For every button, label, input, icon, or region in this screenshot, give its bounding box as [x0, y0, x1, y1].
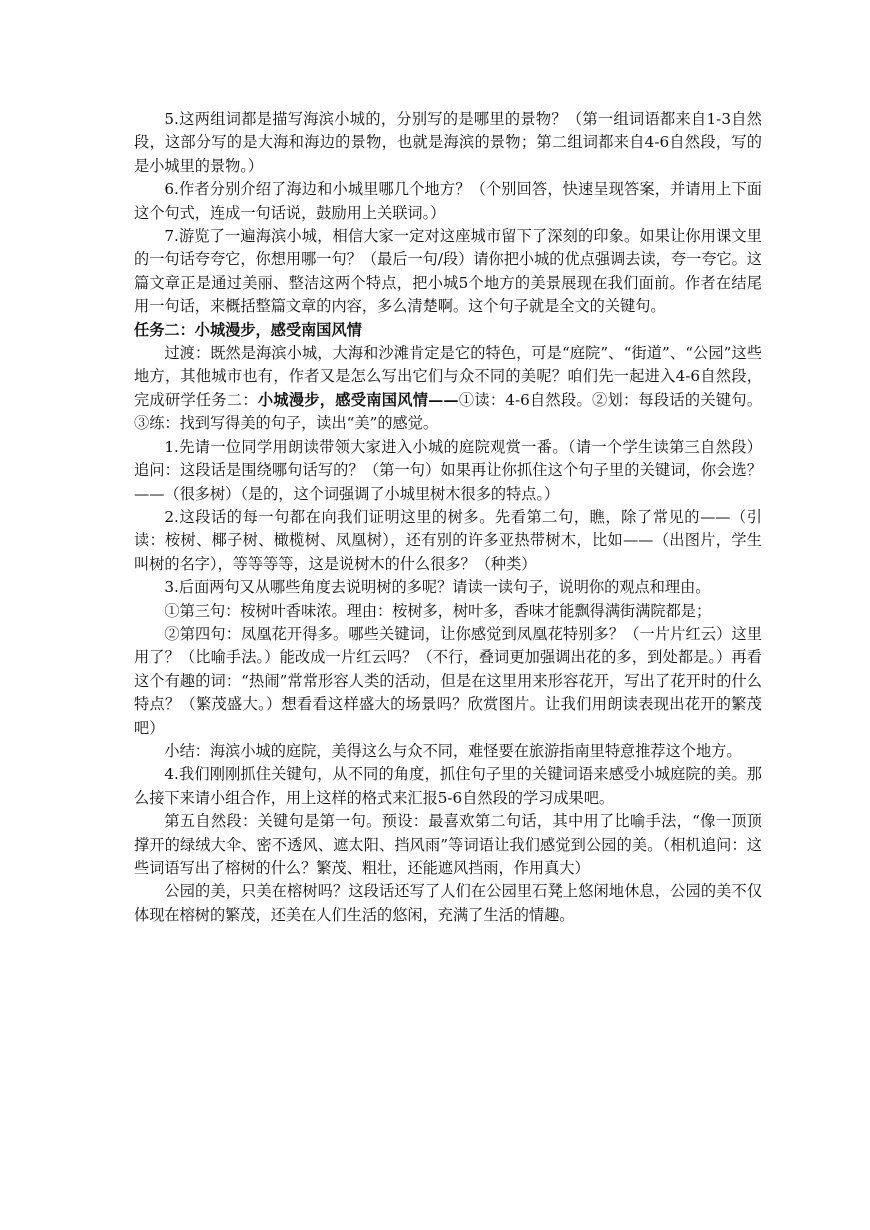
paragraph-summary: 小结：海滨小城的庭院，美得这么与众不同，难怪要在旅游指南里特意推荐这个地方。: [164, 741, 742, 760]
transition-rest: ①读：4-6自然段。②划：每段话的关键句。③练：找到写得美的句子，读出“美”的感觉。: [134, 390, 763, 433]
paragraph-item-2: 2.这段话的每一句都在向我们证明这里的树多。先看第二句，瞧，除了常见的——（引读：桉树、椰子树、橄榄树、凤凰树），还有别的许多亚热带树木，比如——（出图片，学生叫树的名字），等等等等，这是说树木的什么很多？（种类）: [134, 507, 762, 573]
transition-bold: 小城漫步，感受南国风情——: [257, 390, 459, 409]
paragraph-6: 6.作者分别介绍了海边和小城里哪几个地方？（个别回答，快速呈现答案，并请用上下面这个句式，连成一句话说，鼓励用上关联词。）: [134, 180, 762, 222]
document-page: [134, 108, 762, 927]
task-heading: 任务二：小城漫步，感受南国风情: [134, 320, 362, 339]
paragraph-item-4: 4.我们刚刚抓住关键句，从不同的角度，抓住句子里的关键词语来感受小城庭院的美。那么接下来请小组合作，用上这样的格式来汇报5-6自然段的学习成果吧。: [134, 765, 762, 807]
transition-paragraph: [134, 342, 762, 436]
paragraph-sentence-3: ①第三句：桉树叶香味浓。理由：桉树多，树叶多，香味才能飘得满街满院都是；: [164, 601, 712, 620]
paragraph-item-1: 1.先请一位同学用朗读带领大家进入小城的庭院观赏一番。（请一个学生读第三自然段）追问：这段话是围绕哪句话写的？（第一句）如果再让你抓住这个句子里的关键词，你会选？——（很多树）（是的，这个词强调了小城里树木很多的特点。）: [134, 437, 762, 503]
paragraph-5: 5.这两组词都是描写海滨小城的，分别写的是哪里的景物？（第一组词语都来自1-3自然段，这部分写的是大海和海边的景物，也就是海滨的景物；第二组词都来自4-6自然段，写的是小城里的景物。）: [134, 110, 762, 175]
paragraph-park: 公园的美，只美在榕树吗？这段话还写了人们在公园里石凳上悠闲地休息，公园的美不仅体现在榕树的繁茂，还美在人们生活的悠闲，充满了生活的情趣。: [134, 882, 762, 924]
paragraph-sentence-4: ②第四句：凤凰花开得多。哪些关键词，让你感觉到凤凰花特别多？（一片片红云）这里用了？（比喻手法。）能改成一片红云吗？（不行，叠词更加强调出花的多，到处都是。）再看这个有趣的词：“热闹”常常形容人类的活动，但是在这里用来形容花开，写出了花开时的什么特点？（繁茂盛大。）想看看这样盛大的场景吗？欣赏图片。让我们用朗读表现出花开的繁茂吧）: [134, 624, 762, 737]
paragraph-section-5: 第五自然段：关键句是第一句。预设：最喜欢第二句话，其中用了比喻手法，“像一顶顶撑开的绿绒大伞、密不透风、遮太阳、挡风雨”等词语让我们感觉到公园的美。（相机追问：这些词语写出了榕树的什么？繁茂、粗壮，还能遮风挡雨，作用真大）: [134, 812, 762, 877]
transition-text: 过渡：既然是海滨小城，大海和沙滩肯定是它的特色，可是“庭院”、“街道”、“公园”这些地方，其他城市也有，作者又是怎么写出它们与众不同的美呢？咱们先一起进入4-6自然段，完成研学任务二：: [134, 344, 762, 409]
paragraph-item-3: 3.后面两句又从哪些角度去说明树的多呢？请读一读句子，说明你的观点和理由。: [164, 578, 711, 597]
paragraph-7: 7.游览了一遍海滨小城，相信大家一定对这座城市留下了深刻的印象。如果让你用课文里的一句话夸夸它，你想用哪一句？（最后一句/段）请你把小城的优点强调去读，夸一夸它。这篇文章正是通过美丽、整洁这两个特点，把小城5个地方的美景展现在我们面前。作者在结尾用一句话，来概括整篇文章的内容，多么清楚啊。这个句子就是全文的关键句。: [134, 227, 762, 316]
